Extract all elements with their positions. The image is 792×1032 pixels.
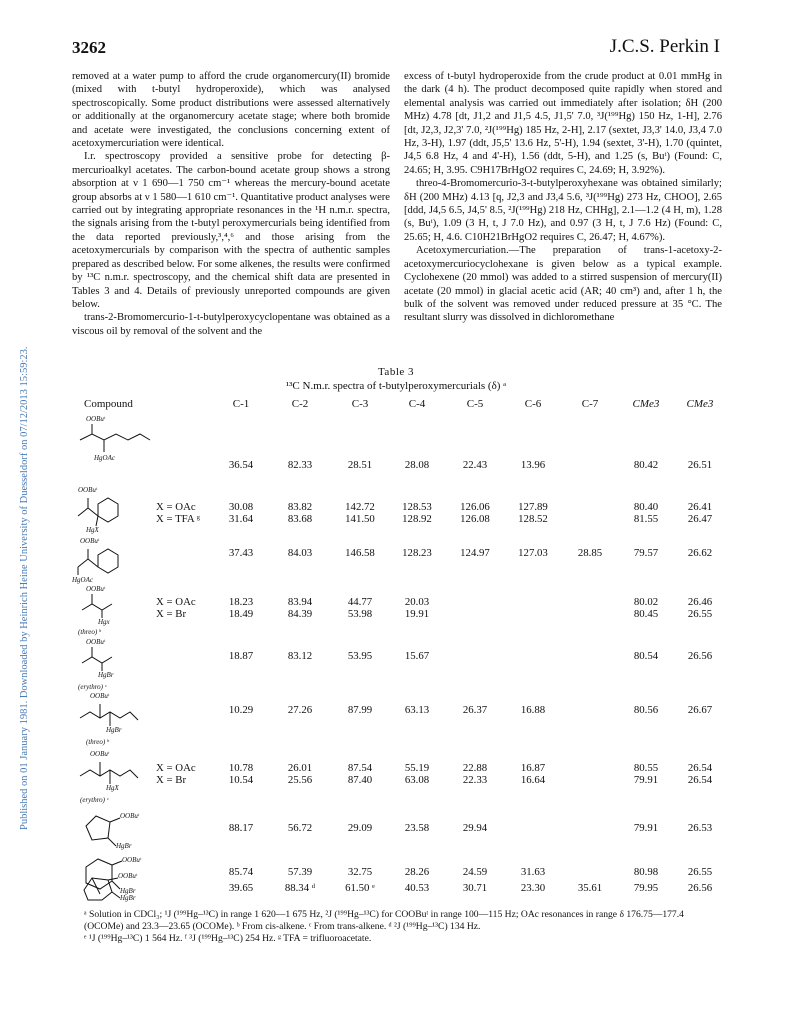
structure-butyl-threo	[72, 585, 160, 638]
structure-norbornane	[72, 872, 160, 908]
table-cell: 83.12	[287, 650, 313, 662]
table-cell: 61.50 ᵉ	[345, 882, 375, 894]
table-cell: 26.54	[687, 762, 713, 774]
structure-label: HgOAc	[94, 454, 115, 462]
table-cell: 55.19	[404, 762, 430, 774]
table-cell: 10.78	[228, 762, 254, 774]
structure-label: HgBr	[120, 894, 136, 902]
structure-label: OOBuᵗ	[122, 856, 142, 864]
left-column	[72, 70, 390, 338]
table-cell: 79.91	[633, 822, 659, 834]
table-cell: 53.98	[347, 608, 373, 620]
table-cell: 128.92	[402, 513, 432, 525]
table-cell: 18.23	[228, 596, 254, 608]
paragraph: removed at a water pump to afford the crude organomercury(II) bromide (mixed with t-butyl hydroperoxide), which was analysed spectroscopically. Some product distributions were assessed alternatively or additionally at the organomercury acetate stage; where both bromide and acetate were investigated, the conclusions concerning extent of acetoxymercuriation were identical.	[72, 71, 390, 150]
table-cell: 57.39	[287, 866, 313, 878]
structure-label: OOBuᵗ	[86, 585, 106, 593]
table-cell: 80.98	[633, 866, 659, 878]
table-cell: 23.58	[404, 822, 430, 834]
table-cell: 30.08	[228, 501, 254, 513]
table-cell: 79.95	[633, 882, 659, 894]
table-cell: 80.55	[633, 762, 659, 774]
footnote: ᵉ ¹J (¹⁹⁹Hg–¹³C) 1 564 Hz. ᶠ ³J (¹⁹⁹Hg–¹³C) 254 Hz. ᵍ TFA = trifluoroacetate.	[84, 933, 372, 944]
structure-cyclopentane	[72, 808, 160, 852]
structure-hexyl-erythro	[72, 752, 160, 806]
paragraph: trans-2-Bromomercurio-1-t-butylperoxycyclopentane was obtained as a viscous oil by removal of the solvent and the	[72, 312, 390, 337]
structure-phenyl-ethyl	[72, 486, 160, 534]
table-cell: 63.13	[404, 704, 430, 716]
table-cell: 25.56	[287, 774, 313, 786]
structure-label: HgX	[86, 526, 99, 534]
table-cell: 88.17	[228, 822, 254, 834]
table-cell: 28.08	[404, 459, 430, 471]
table-cell: 32.75	[347, 866, 373, 878]
table-cell: 28.26	[404, 866, 430, 878]
header-c6: C-6	[524, 398, 542, 410]
table-cell: 22.33	[462, 774, 488, 786]
table-cell: 80.45	[633, 608, 659, 620]
table-cell: 26.37	[462, 704, 488, 716]
table-cell: 87.99	[347, 704, 373, 716]
structure-drawing	[72, 872, 160, 908]
table-cell: 36.54	[228, 459, 254, 471]
table-cell: 31.64	[228, 513, 254, 525]
table-cell: 26.55	[687, 608, 713, 620]
table-cell: 26.56	[687, 650, 713, 662]
table-cell: 37.43	[228, 547, 254, 559]
header-cme3-methyl: CMe3	[686, 398, 714, 410]
table-cell: 82.33	[287, 459, 313, 471]
structure-label: HgOAc	[72, 576, 93, 584]
structure-label: HgBr	[106, 726, 122, 734]
table-cell: 15.67	[404, 650, 430, 662]
table-cell: 79.57	[633, 547, 659, 559]
table-cell: 126.08	[460, 513, 490, 525]
table-cell: 16.88	[520, 704, 546, 716]
table-cell: 44.77	[347, 596, 373, 608]
table-cell: 87.40	[347, 774, 373, 786]
table-cell: 87.54	[347, 762, 373, 774]
structure-hexyl	[72, 415, 160, 464]
header-c3: C-3	[351, 398, 369, 410]
structure-label: HgBr	[116, 842, 132, 850]
table-cell: 26.41	[687, 501, 713, 513]
structure-label: HgBr	[120, 887, 136, 895]
table-cell: 31.63	[520, 866, 546, 878]
right-column	[404, 70, 722, 325]
page-number: 3262	[72, 38, 106, 57]
structure-note: (threo) ᵇ	[86, 738, 109, 746]
structure-label: OOBuᵗ	[86, 415, 106, 423]
table-cell: 81.55	[633, 513, 659, 525]
structure-label: Hgx	[98, 618, 110, 626]
table-cell: 22.88	[462, 762, 488, 774]
table-cell: 128.53	[402, 501, 432, 513]
table-cell: 146.58	[345, 547, 375, 559]
table-cell: 127.89	[518, 501, 548, 513]
structure-label: OOBuᵗ	[90, 750, 110, 758]
paragraph: I.r. spectroscopy provided a sensitive probe for detecting β-mercurioalkyl acetates. The carbon-bound acetate group shows a strong absorption at ν 1 690—1 750 cm⁻¹ whereas the mercury-bound acetate group absorbs at ν 1 580—1 610 cm⁻¹. Quantitative product analyses were carried out by integrating appropriate resonances in the ¹H n.m.r. spectra, the signals arising from the t-butyl peroxymercurials being identified from the data reported previously,³,⁴,⁶ and those arising from the acetoxymercurials by comparison with the spectra of authentic samples prepared as described below. For some alkenes, the results were confirmed by ¹³C n.m.r. spectroscopy, and the chemical shift data are presented in Tables 3 and 4. Details of previously unreported compounds are given below.	[72, 151, 390, 310]
table-cell: 18.87	[228, 650, 254, 662]
table-cell: 79.91	[633, 774, 659, 786]
header-c5: C-5	[466, 398, 484, 410]
structure-note: (threo) ᵇ	[78, 628, 101, 636]
table-cell: 26.56	[687, 882, 713, 894]
header-c7: C-7	[581, 398, 599, 410]
table-cell: 18.49	[228, 608, 254, 620]
substituent-label: X = Br	[156, 774, 187, 786]
table-cell: 26.01	[287, 762, 313, 774]
table-cell: 83.94	[287, 596, 313, 608]
table-cell: 39.65	[228, 882, 254, 894]
table-cell: 124.97	[460, 547, 490, 559]
table-cell: 80.02	[633, 596, 659, 608]
table-cell: 10.54	[228, 774, 254, 786]
table-cell: 28.85	[577, 547, 603, 559]
table-title: Table 3	[377, 366, 415, 378]
table-cell: 26.47	[687, 513, 713, 525]
table-cell: 127.03	[518, 547, 548, 559]
table-cell: 26.51	[687, 459, 713, 471]
table-cell: 63.08	[404, 774, 430, 786]
header-c2: C-2	[291, 398, 309, 410]
table-cell: 80.54	[633, 650, 659, 662]
table-cell: 29.94	[462, 822, 488, 834]
table-cell: 26.46	[687, 596, 713, 608]
table-cell: 84.39	[287, 608, 313, 620]
substituent-label: X = TFA ᵍ	[156, 513, 201, 525]
table-cell: 19.91	[404, 608, 430, 620]
table-cell: 13.96	[520, 459, 546, 471]
substituent-label: X = OAc	[156, 501, 196, 513]
table-cell: 83.68	[287, 513, 313, 525]
table-cell: 80.56	[633, 704, 659, 716]
structure-note: (erythro) ᶜ	[78, 683, 107, 691]
structure-butyl-erythro	[72, 638, 160, 691]
table-cell: 28.51	[347, 459, 373, 471]
structure-label: OOBuᵗ	[90, 692, 110, 700]
table-cell: 85.74	[228, 866, 254, 878]
table-cell: 16.64	[520, 774, 546, 786]
structure-hexyl-threo	[72, 692, 160, 748]
table-cell: 40.53	[404, 882, 430, 894]
table-cell: 80.42	[633, 459, 659, 471]
table-cell: 142.72	[345, 501, 375, 513]
table-cell: 141.50	[345, 513, 375, 525]
structure-label: OOBuᵗ	[80, 537, 100, 545]
table-footnotes	[84, 909, 724, 945]
substituent-label: X = Br	[156, 608, 187, 620]
table-cell: 26.62	[687, 547, 713, 559]
header-c4: C-4	[408, 398, 426, 410]
table-cell: 23.30	[520, 882, 546, 894]
substituent-label: X = OAc	[156, 596, 196, 608]
table-cell: 84.03	[287, 547, 313, 559]
structure-benzyl	[72, 535, 160, 585]
footnote: ᵃ Solution in CDCl₃; ¹J (¹⁹⁹Hg–¹³C) in range 1 620—1 675 Hz, ²J (¹⁹⁹Hg–¹³C) for COOBuᵗ in range 100—115 Hz; OAc resonances in range δ 176.75—177.4 (OCOMe) and 23.3—23.65 (OCOMe). ᵇ From cis-alkene. ᶜ From trans-alkene. ᵈ ²J (¹⁹⁹Hg–¹³C) 134 Hz.	[84, 909, 684, 932]
table-cell: 16.87	[520, 762, 546, 774]
table-cell: 10.29	[228, 704, 254, 716]
table-cell: 126.06	[460, 501, 490, 513]
table-cell: 30.71	[462, 882, 488, 894]
table-cell: 24.59	[462, 866, 488, 878]
structure-label: HgX	[106, 784, 119, 792]
table-cell: 128.52	[518, 513, 548, 525]
table-cell: 27.26	[287, 704, 313, 716]
structure-label: OOBuᵗ	[118, 872, 138, 880]
structure-label: OOBuᵗ	[86, 638, 106, 646]
table-cell: 35.61	[577, 882, 603, 894]
substituent-label: X = OAc	[156, 762, 196, 774]
table-cell: 29.09	[347, 822, 373, 834]
header-cme3-quaternary: CMe3	[632, 398, 660, 410]
table-cell: 26.54	[687, 774, 713, 786]
table-cell: 128.23	[402, 547, 432, 559]
table-cell: 83.82	[287, 501, 313, 513]
journal-title: J.C.S. Perkin I	[609, 36, 720, 57]
table-cell: 26.67	[687, 704, 713, 716]
download-watermark-text: Published on 01 January 1981. Downloaded by Heinrich Heine University of Duesseldorf on 07/12/2013 15:59:23.	[19, 346, 30, 830]
table-cell: 80.40	[633, 501, 659, 513]
download-watermark	[7, 130, 30, 830]
structure-label: OOBuᵗ	[78, 486, 98, 494]
structure-drawing	[72, 418, 160, 464]
header-compound: Compound	[84, 398, 133, 410]
table-caption: ¹³C N.m.r. spectra of t-butylperoxymercurials (δ) ᵃ	[285, 380, 507, 392]
table-cell: 22.43	[462, 459, 488, 471]
structure-note: (erythro) ᶜ	[80, 796, 109, 804]
table-cell: 56.72	[287, 822, 313, 834]
table-cell: 53.95	[347, 650, 373, 662]
structure-label: HgBr	[98, 671, 114, 679]
table-cell: 88.34 ᵈ	[284, 882, 316, 894]
header-c1: C-1	[232, 398, 250, 410]
structure-label: OOBuᵗ	[120, 812, 140, 820]
table-cell: 20.03	[404, 596, 430, 608]
paragraph: excess of t-butyl hydroperoxide from the crude product at 0.01 mmHg in the dark (4 h). The product decomposed quite rapidly when stored and elemental analysis was carried out immediately after isolation; δH (200 MHz) 4.78 [dt, J1,2 and J1,5 4.5, J1,5' 7.0, ³J(¹⁹⁹Hg) 150 Hz, 1-H], 2.76 [dt, J2,3, J2,3' 7.0, ²J(¹⁹⁹Hg) 185 Hz, 2-H], 2.17 (sextet, J3,3' 14.0, J3,4 7.0 Hz, 3-H), 1.97 (ddt, J5,5' 13.6 Hz, 5'-H), 1.94 (sextet, 3'-H), 1.70 (quintet, J4,5 6.8 Hz, 4 and 4'-H), 1.56 (ddt, 5-H), and 1.25 (s, Buᵗ) (Found: C, 24.65; H, 3.95. C9H17BrHgO2 requires C, 24.69; H, 3.92%).	[404, 71, 722, 176]
paragraph: threo-4-Bromomercurio-3-t-butylperoxyhexane was obtained similarly; δH (200 MHz) 4.13 [q, J2,3 and J3,4 5.6, ³J(¹⁹⁹Hg) 273 Hz, CHOO], 2.65 [ddd, J4,5 6.5, J4,5' 8.5, ²J(¹⁹⁹Hg) 218 Hz, CHHg], 2.1—1.2 (4 H, m), 1.28 (s, Buᵗ), 1.09 (3 H, t, J 7.0 Hz), and 0.97 (3 H, t, J 7.6 Hz) (Found: C, 25.65; H, 4.6. C10H21BrHgO2 requires C, 26.47; H, 4.67%).	[404, 178, 722, 243]
paragraph: Acetoxymercuriation.—The preparation of trans-1-acetoxy-2-acetoxymercuriocyclohexane is given below as a typical example. Cyclohexene (20 mmol) was added to a stirred suspension of mercury(II) acetate (20 mmol) in glacial acetic acid (AR; 40 cm³) and, after 1 h, the bulk of the solvent was removed under reduced pressure at 35 °C. The resultant slurry was dissolved in dichloromethane	[404, 245, 722, 324]
table-cell: 26.55	[687, 866, 713, 878]
table-cell: 26.53	[687, 822, 713, 834]
